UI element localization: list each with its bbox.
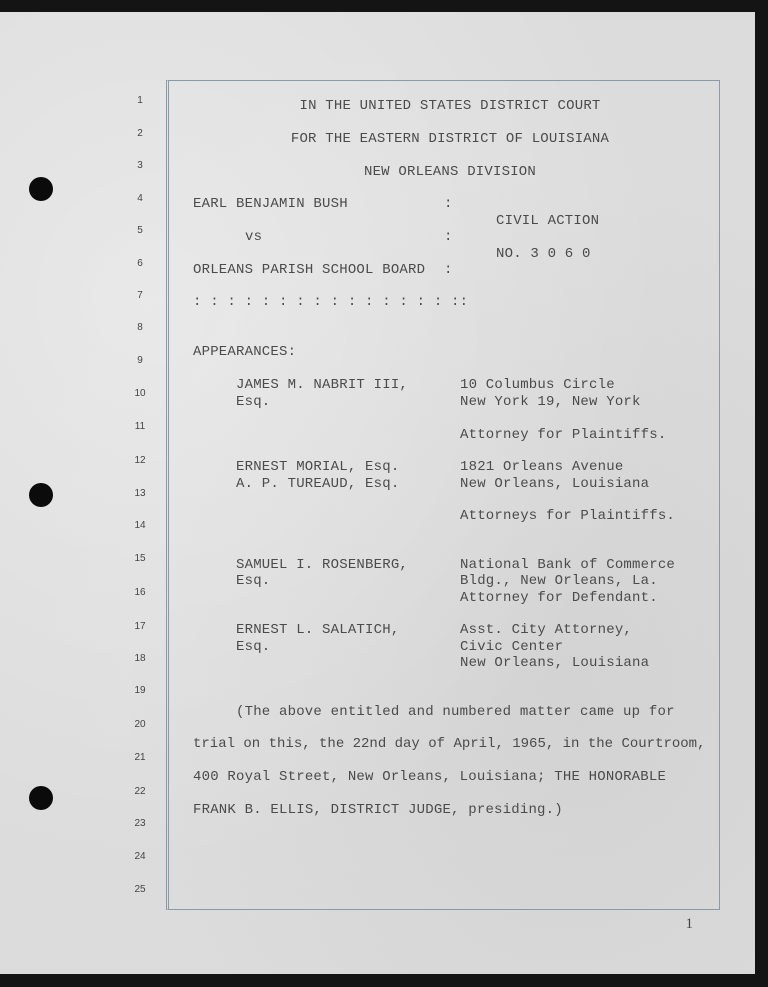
division-name: NEW ORLEANS DIVISION	[363, 164, 537, 180]
line-number: 16	[134, 587, 146, 598]
line-number: 25	[134, 884, 146, 895]
statement-line: (The above entitled and numbered matter came up for	[236, 704, 675, 720]
attorney-role: Attorneys for Plaintiffs.	[460, 508, 676, 524]
line-number: 15	[134, 553, 146, 564]
line-number: 1	[137, 95, 143, 106]
line-number: 7	[137, 290, 143, 301]
attorney-name: A. P. TUREAUD, Esq.	[236, 476, 400, 492]
line-number: 21	[134, 752, 146, 763]
binder-hole	[29, 483, 53, 507]
line-number: 11	[134, 421, 146, 432]
line-number: 12	[134, 455, 146, 466]
line-number: 3	[137, 160, 143, 171]
caption-colon: :	[444, 229, 453, 245]
line-number: 18	[134, 653, 146, 664]
attorney-role: Attorney for Plaintiffs.	[460, 427, 667, 443]
attorney-name: ERNEST MORIAL, Esq.	[236, 459, 400, 475]
attorney-name: Esq.	[236, 639, 271, 655]
binder-hole	[29, 786, 53, 810]
line-number: 23	[134, 818, 146, 829]
court-name: IN THE UNITED STATES DISTRICT COURT	[299, 98, 601, 114]
line-number: 10	[134, 388, 146, 399]
line-number: 8	[137, 322, 143, 333]
line-number: 2	[137, 128, 143, 139]
line-number: 14	[134, 520, 146, 531]
page-number: 1	[685, 916, 693, 932]
statement-line: trial on this, the 22nd day of April, 1965, in the Courtroom,	[193, 736, 706, 752]
attorney-name: JAMES M. NABRIT III,	[236, 377, 409, 393]
line-number: 22	[134, 786, 146, 797]
appearances-heading: APPEARANCES:	[193, 344, 297, 360]
defendant-name: ORLEANS PARISH SCHOOL BOARD	[193, 262, 426, 278]
line-number: 4	[137, 193, 143, 204]
attorney-address: Asst. City Attorney,	[460, 622, 633, 638]
district-name: FOR THE EASTERN DISTRICT OF LOUISIANA	[290, 131, 610, 147]
case-number: NO. 3 0 6 0	[496, 246, 591, 262]
attorney-address: New Orleans, Louisiana	[460, 476, 650, 492]
line-number: 24	[134, 851, 146, 862]
statement-line: 400 Royal Street, New Orleans, Louisiana; THE HONORABLE	[193, 769, 667, 785]
statement-line: FRANK B. ELLIS, DISTRICT JUDGE, presiding.)	[193, 802, 563, 818]
line-number: 9	[137, 355, 143, 366]
case-type: CIVIL ACTION	[496, 213, 600, 229]
transcript-page	[0, 12, 755, 974]
attorney-name: ERNEST L. SALATICH,	[236, 622, 400, 638]
attorney-name: SAMUEL I. ROSENBERG,	[236, 557, 409, 573]
attorney-address: 10 Columbus Circle	[460, 377, 615, 393]
plaintiff-name: EARL BENJAMIN BUSH	[193, 196, 348, 212]
attorney-address: National Bank of Commerce	[460, 557, 676, 573]
attorney-address: New York 19, New York	[460, 394, 641, 410]
line-number: 20	[134, 719, 146, 730]
caption-colon: :	[444, 262, 453, 278]
attorney-address: New Orleans, Louisiana	[460, 655, 650, 671]
attorney-address: Bldg., New Orleans, La.	[460, 573, 658, 589]
caption-divider: : : : : : : : : : : : : : : : ::	[193, 294, 469, 310]
line-number: 13	[134, 488, 146, 499]
caption-colon: :	[444, 196, 453, 212]
line-number: 6	[137, 258, 143, 269]
attorney-address: 1821 Orleans Avenue	[460, 459, 624, 475]
attorney-name: Esq.	[236, 394, 271, 410]
line-number: 5	[137, 225, 143, 236]
attorney-name: Esq.	[236, 573, 271, 589]
line-number: 17	[134, 621, 146, 632]
attorney-role: Attorney for Defendant.	[460, 590, 658, 606]
line-number: 19	[134, 685, 146, 696]
versus-label: vs	[245, 229, 263, 245]
attorney-address: Civic Center	[460, 639, 564, 655]
binder-hole	[29, 177, 53, 201]
